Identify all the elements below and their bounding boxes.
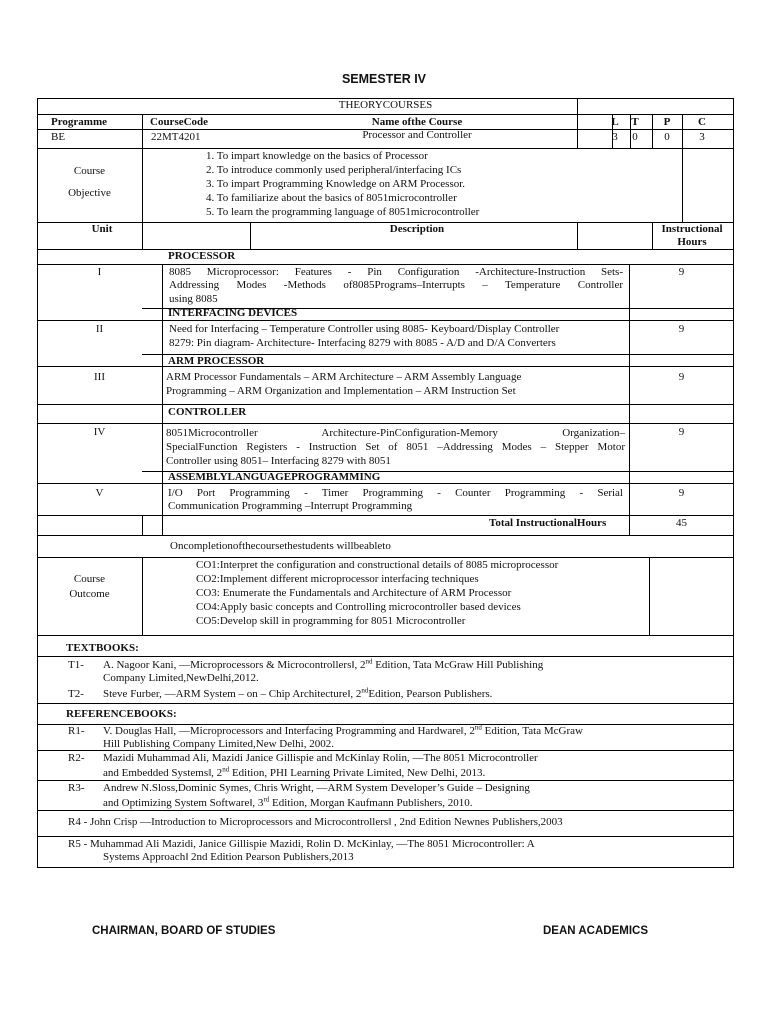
objective-item: 4. To familiarize about the basics of 8051microcontroller	[206, 192, 457, 204]
rule	[142, 515, 143, 535]
rule	[142, 148, 143, 249]
objective-item: 5. To learn the programming language of 8051microcontroller	[206, 206, 480, 218]
outcome-item: CO4:Apply basic concepts and Controlling microcontroller based devices	[196, 601, 521, 613]
unit-description: Programming – ARM Organization and Implementation – ARM Instruction Set	[166, 385, 516, 397]
unit-title: INTERFACING DEVICES	[168, 307, 298, 319]
rule	[142, 557, 143, 635]
course-p: 0	[664, 131, 670, 143]
course-l: 3	[612, 131, 618, 143]
footer-chairman: CHAIRMAN, BOARD OF STUDIES	[92, 925, 276, 937]
total-hours-value: 45	[676, 517, 687, 529]
unit-number: II	[95, 323, 104, 335]
unit-description: ARM Processor Fundamentals – ARM Architecture – ARM Assembly Language	[166, 371, 522, 383]
outcome-label: Outcome	[69, 588, 110, 600]
course-code: 22MT4201	[151, 131, 201, 143]
syllabus-table	[37, 98, 734, 868]
course-t: 0	[632, 131, 638, 143]
reference-id: R3-	[68, 782, 85, 794]
objective-label: Objective	[68, 187, 111, 199]
objective-item: 2. To introduce commonly used peripheral/interfacing ICs	[206, 164, 462, 176]
section-title: THEORYCOURSES	[338, 99, 433, 111]
objective-item: 3. To impart Programming Knowledge on ARM Processor.	[206, 178, 466, 190]
unit-description: Addressing Modes -Methods of8085Programs–Interrupts – Temperature Controller	[169, 279, 623, 291]
unit-description: Communication Programming –Interrupt Programming	[168, 500, 413, 512]
reference-entry: R4 - John Crisp ―Introduction to Microprocessors and Microcontrollers‖ , 2nd Edition Newnes Publishers,2003	[68, 816, 563, 828]
header-course-name: Name ofthe Course	[371, 116, 463, 128]
reference-id: R2-	[68, 752, 85, 764]
outcome-item: CO5:Develop skill in programming for 8051 Microcontroller	[196, 615, 466, 627]
rule	[37, 656, 734, 657]
header-programme: Programme	[51, 116, 107, 128]
unit-hours: 9	[678, 266, 685, 278]
unit-number: III	[94, 371, 105, 383]
rule	[37, 703, 734, 704]
textbooks-title: TEXTBOOKS:	[66, 642, 139, 654]
unit-description: Need for Interfacing – Temperature Controller using 8085- Keyboard/Display Controller	[169, 323, 560, 335]
rule	[649, 557, 650, 635]
outcome-item: CO1:Interpret the configuration and constructional details of 8085 microprocessor	[196, 559, 559, 571]
unit-number: IV	[93, 426, 106, 438]
unit-title: ASSEMBLYLANGUAGEPROGRAMMING	[168, 471, 381, 483]
unit-title: CONTROLLER	[168, 406, 247, 418]
total-hours-label: Total InstructionalHours	[489, 517, 607, 529]
unit-hours: 9	[678, 487, 685, 499]
semester-title: SEMESTER IV	[341, 72, 427, 86]
rule	[577, 222, 578, 249]
unit-description: 8051Microcontroller Architecture-PinConfiguration-Memory Organization–	[166, 427, 625, 439]
rule	[37, 535, 734, 536]
reference-id: R1-	[68, 725, 85, 737]
rule	[142, 114, 143, 148]
textbook-entry: Company Limited,NewDelhi,2012.	[103, 672, 259, 684]
unit-description: 8279: Pin diagram- Architecture- Interfacing 8279 with 8085 - A/D and D/A Converters	[169, 337, 556, 349]
rule	[37, 867, 734, 868]
reference-entry: R5 - Muhammad Ali Mazidi, Janice Gillispie Mazidi, Rolin D. McKinlay, ―The 8051 Microcontroller: A	[68, 838, 535, 850]
rule	[162, 264, 163, 535]
unit-number: I	[97, 266, 102, 278]
unit-title: ARM PROCESSOR	[168, 355, 265, 367]
outcome-item: CO2:Implement different microprocessor interfacing techniques	[196, 573, 479, 585]
references-title: REFERENCEBOOKS:	[66, 708, 177, 720]
unit-description: Controller using 8051– Interfacing 8279 with 8051	[166, 455, 391, 467]
reference-entry: and Embedded Systems‖, 2nd Edition, PHI Learning Private Limited, New Delhi, 2013.	[103, 765, 486, 779]
unit-description: 8085 Microprocessor: Features - Pin Configuration -Architecture-Instruction Sets-	[169, 266, 623, 278]
header-l: L	[611, 116, 619, 128]
rule	[37, 780, 734, 781]
course-name: Processor and Controller	[362, 129, 472, 141]
reference-entry: Mazidi Muhammad Ali, Mazidi Janice Gillispie and McKinlay Rolin, ―The 8051 Microcontroller	[103, 752, 538, 764]
textbook-entry: Steve Furber, ―ARM System – on – Chip Architecture‖, 2ndEdition, Pearson Publishers.	[103, 686, 493, 700]
units-header-hours: Instructional	[661, 223, 723, 235]
course-c: 3	[699, 131, 705, 143]
unit-hours: 9	[678, 371, 685, 383]
units-header-hours: Hours	[677, 236, 707, 248]
reference-entry: Hill Publishing Company Limited,New Delhi, 2002.	[103, 738, 334, 750]
units-header-description: Description	[389, 223, 445, 235]
unit-hours: 9	[678, 323, 685, 335]
unit-description: I/O Port Programming - Timer Programming - Counter Programming - Serial	[168, 487, 623, 499]
header-c: C	[698, 116, 706, 128]
footer-dean: DEAN ACADEMICS	[543, 925, 648, 937]
rule	[37, 635, 734, 636]
reference-entry: and Optimizing System Software‖, 3rd Edition, Morgan Kaufmann Publishers, 2010.	[103, 795, 473, 809]
outcome-item: CO3: Enumerate the Fundamentals and Architecture of ARM Processor	[196, 587, 512, 599]
outcome-intro: Oncompletionofthecoursethestudents willbeableto	[170, 540, 391, 552]
rule	[37, 836, 734, 837]
reference-entry: Andrew N.Sloss,Dominic Symes, Chris Wright, ―ARM System Developer’s Guide – Designing	[103, 782, 530, 794]
outcome-label: Course	[73, 573, 106, 585]
reference-entry: Systems Approach‖ 2nd Edition Pearson Publishers,2013	[103, 851, 354, 863]
units-header-unit: Unit	[91, 223, 113, 235]
reference-entry: V. Douglas Hall, ―Microprocessors and Interfacing Programming and Hardware‖, 2nd Edition, Tata McGraw	[103, 723, 583, 737]
objective-label: Course	[73, 165, 106, 177]
textbook-id: T2-	[68, 688, 84, 700]
rule	[37, 810, 734, 811]
unit-number: V	[95, 487, 104, 499]
rule	[250, 222, 251, 249]
unit-title: PROCESSOR	[168, 250, 236, 262]
rule	[733, 98, 734, 868]
textbook-id: T1-	[68, 659, 84, 671]
rule	[37, 249, 734, 250]
objective-item: 1. To impart knowledge on the basics of Processor	[206, 150, 428, 162]
unit-hours: 9	[678, 426, 685, 438]
course-programme: BE	[51, 131, 66, 143]
header-p: P	[663, 116, 671, 128]
textbook-entry: A. Nagoor Kani, ―Microprocessors & Microcontrollers‖, 2nd Edition, Tata McGraw Hill Publishing	[103, 657, 544, 671]
header-t: T	[631, 116, 639, 128]
unit-description: using 8085	[169, 293, 218, 305]
unit-description: SpecialFunction Registers - Instruction Set of 8051 –Addressing Modes – Stepper Motor	[166, 441, 625, 453]
header-course-code: CourseCode	[150, 116, 209, 128]
rule	[37, 98, 38, 868]
